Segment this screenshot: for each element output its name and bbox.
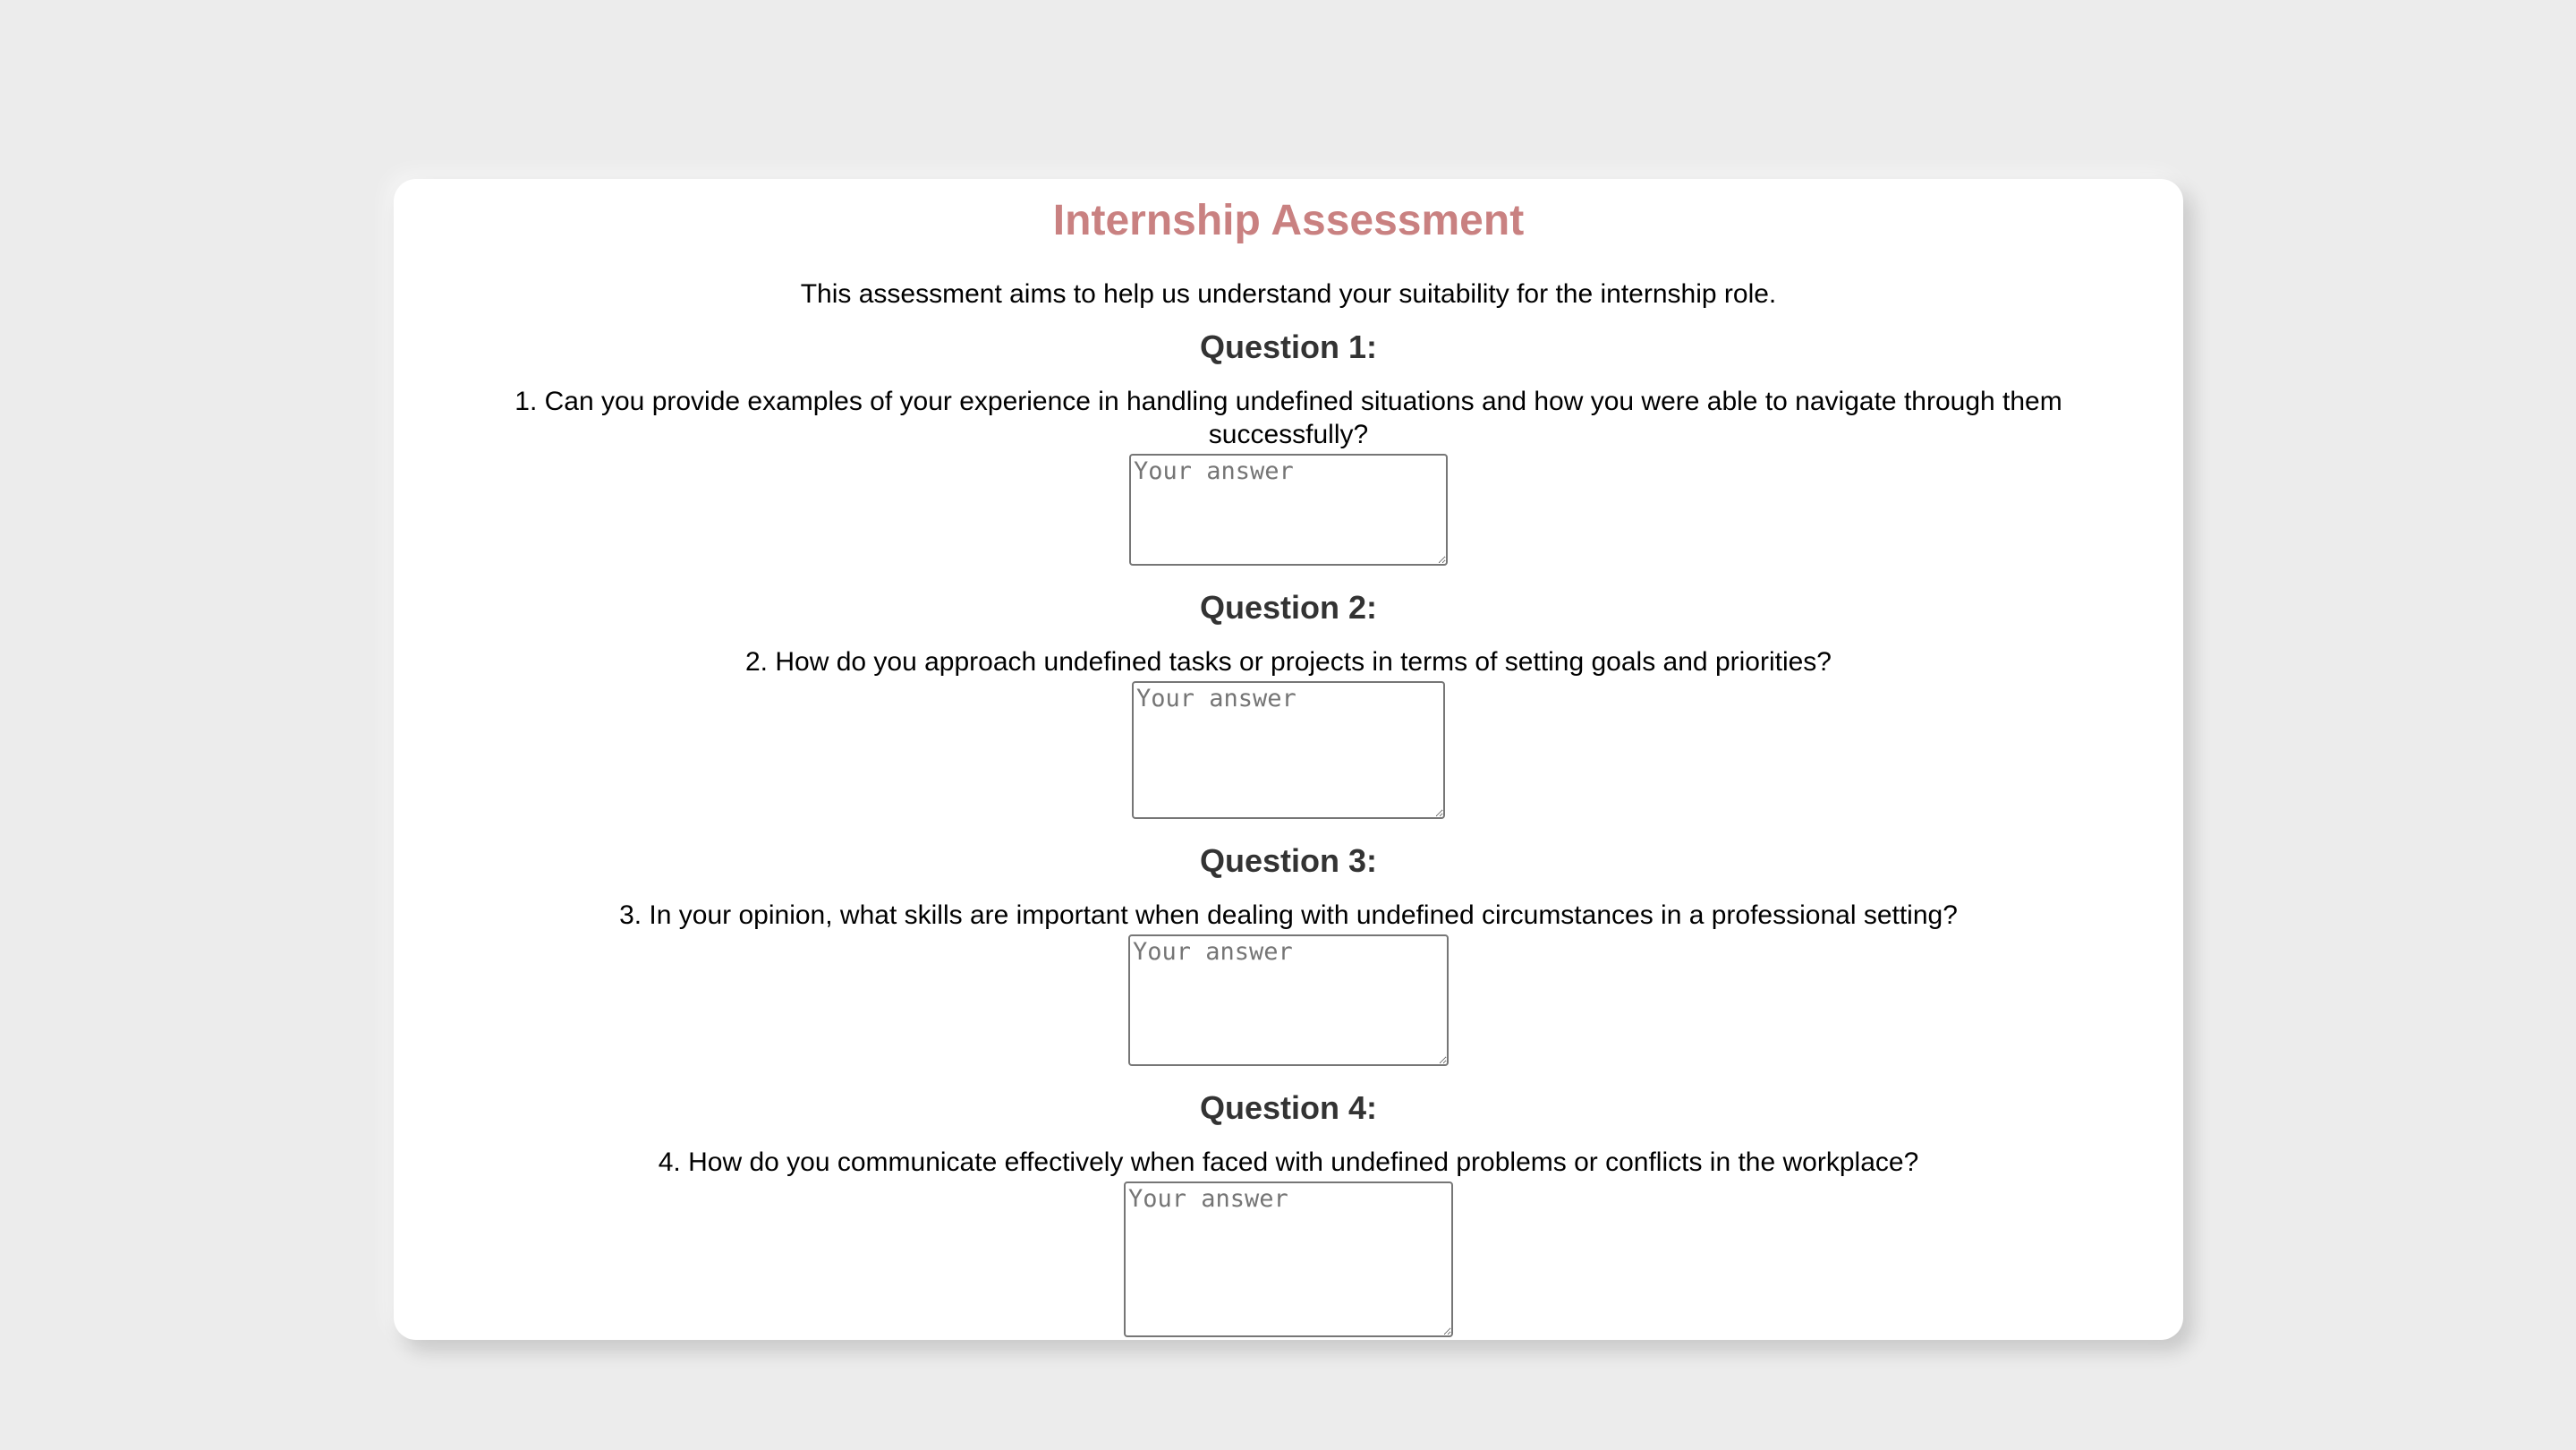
assessment-card — [394, 179, 2183, 1340]
intro-text: This assessment aims to help us understand your suitability for the internship role. — [800, 279, 1777, 309]
page-title: Internship Assessment — [1052, 197, 1525, 244]
question-4-heading: Question 4: — [1199, 1089, 1378, 1126]
question-1-answer-input[interactable] — [1129, 454, 1448, 566]
question-2 — [483, 589, 2094, 819]
question-3 — [483, 842, 2094, 1066]
question-4 — [483, 1089, 2094, 1337]
question-2-heading: Question 2: — [1199, 589, 1378, 626]
question-3-answer-input[interactable] — [1128, 934, 1449, 1066]
question-2-text: 2. How do you approach undefined tasks or projects in terms of setting goals and priorities? — [744, 647, 1832, 677]
question-1-text: 1. Can you provide examples of your experience in handling undefined situations and how you were able to navigate through them successfully? — [514, 387, 2062, 449]
question-3-text: 3. In your opinion, what skills are important when dealing with undefined circumstances in a professional setting? — [619, 900, 1958, 930]
question-4-text: 4. How do you communicate effectively when faced with undefined problems or conflicts in the workplace? — [658, 1147, 1919, 1177]
question-2-answer-input[interactable] — [1132, 681, 1445, 819]
question-1-heading: Question 1: — [1199, 328, 1378, 365]
question-1 — [483, 328, 2094, 566]
question-3-heading: Question 3: — [1199, 842, 1378, 879]
question-4-answer-input[interactable] — [1124, 1181, 1453, 1337]
